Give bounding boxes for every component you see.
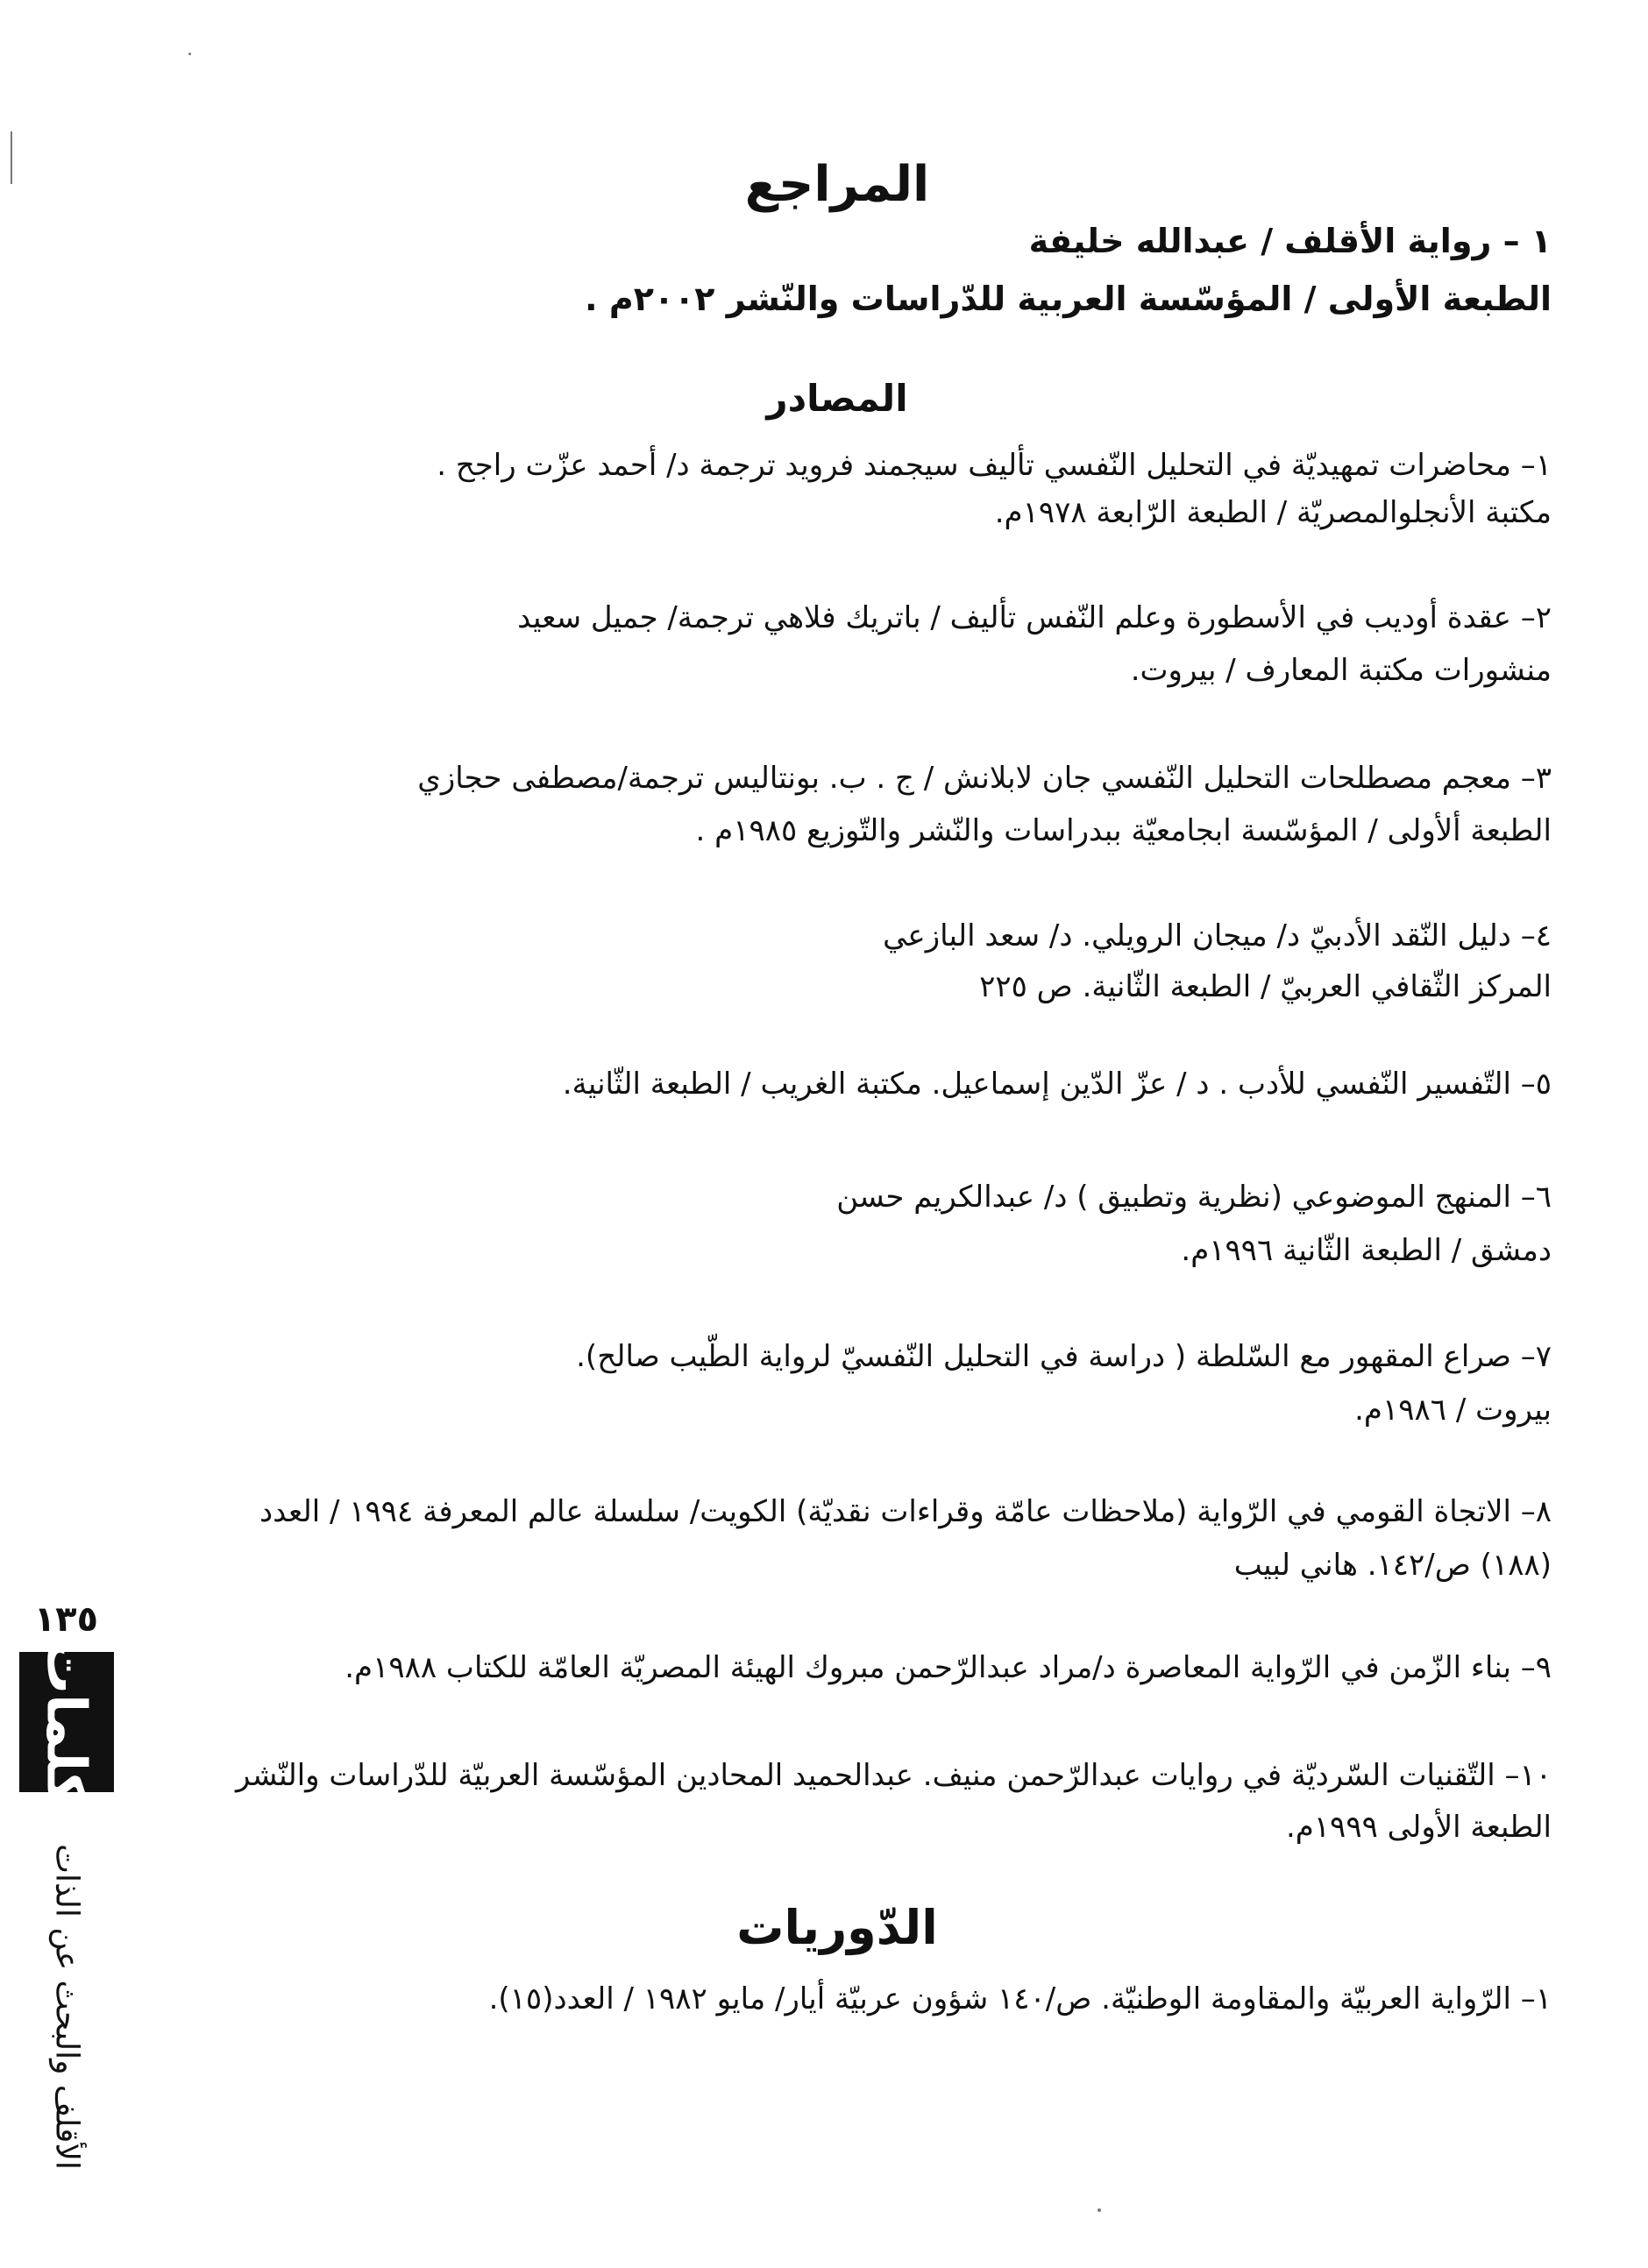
sources-heading: المصادر [766, 377, 908, 420]
source-3-line-1: ٣– معجم مصطلحات التحليل النّفسي جان لابلانش / ج . ب. بونتاليس ترجمة/مصطفى حجازي [417, 761, 1552, 796]
source-8-line-2: (١٨٨) ص/١٤٢. هاني لبيب [1233, 1548, 1552, 1583]
source-2-line-1: ٢– عقدة أوديب في الأسطورة وعلم النّفس تأليف / باتريك فلاهي ترجمة/ جميل سعيد [517, 600, 1552, 635]
source-6-line-2: دمشق / الطبعة الثّانية ١٩٩٦م. [1181, 1233, 1552, 1268]
source-7-line-2: بيروت / ١٩٨٦م. [1354, 1393, 1552, 1428]
scan-speck [188, 53, 191, 55]
source-4-line-1: ٤– دليل النّقد الأدبيّ د/ ميجان الرويلي. د/ سعد البازعي [883, 918, 1552, 953]
reference-1-line-2: الطبعة الأولى / المؤسّسة العربية للدّراسات والنّشر ٢٠٠٢م . [585, 280, 1552, 318]
section-tab [19, 1639, 114, 1805]
reference-1-line-1: ١ – رواية الأقلف / عبدالله خليفة [1028, 222, 1552, 260]
source-10-line-1: ١٠– التّقنيات السّرديّة في روايات عبدالرّحمن منيف. عبدالحميد المحادين المؤسّسة العربيّة للدّراسات والنّشر [236, 1758, 1552, 1793]
source-10-line-2: الطبعة الأولى ١٩٩٩م. [1285, 1810, 1552, 1845]
periodical-1-line-1: ١– الرّواية العربيّة والمقاومة الوطنيّة. ص/١٤٠ شؤون عربيّة أيار/ مايو ١٩٨٢ / العدد(١٥). [488, 1981, 1552, 2016]
source-3-line-2: الطبعة ألأولى / المؤسّسة ابجامعيّة ببدراسات والنّشر والتّوزيع ١٩٨٥م . [695, 813, 1552, 848]
source-6-line-1: ٦– المنهج الموضوعي (نظرية وتطبيق ) د/ عبدالكريم حسن [836, 1180, 1552, 1215]
references-heading: المراجع [744, 156, 930, 213]
periodicals-heading: الدّوريات [736, 1900, 938, 1955]
source-8-line-1: ٨– الاتجاة القومي في الرّواية (ملاحظات عامّة وقراءات نقديّة) الكويت/ سلسلة عالم المعرفة ١٩٩٤ / العدد [259, 1494, 1552, 1529]
scan-speck [1097, 2208, 1101, 2212]
source-1-line-1: ١– محاضرات تمهيديّة في التحليل النّفسي تأليف سيجمند فرويد ترجمة د/ أحمد عزّت راجح . [437, 448, 1552, 483]
source-2-line-2: منشورات مكتبة المعارف / بيروت. [1130, 653, 1552, 688]
section-tab-label: كلمات [34, 1639, 99, 1805]
source-4-line-2: المركز الثّقافي العربيّ / الطبعة الثّانية. ص ٢٢٥ [979, 969, 1552, 1004]
page-number: ١٣٥ [33, 1599, 98, 1640]
source-1-line-2: مكتبة الأنجلوالمصريّة / الطبعة الرّابعة ١٩٧٨م. [994, 495, 1552, 530]
source-7-line-1: ٧– صراع المقهور مع السّلطة ( دراسة في التحليل النّفسيّ لرواية الطّيب صالح). [576, 1339, 1552, 1374]
source-5-line-1: ٥– التّفسير النّفسي للأدب . د / عزّ الدّين إسماعيل. مكتبة الغريب / الطبعة الثّانية. [562, 1067, 1552, 1102]
book-title-caption: الأقلف والبحث عن الذات [48, 1844, 85, 2170]
book-title-caption-wrap [32, 1797, 102, 2217]
source-9-line-1: ٩– بناء الزّمن في الرّواية المعاصرة د/مراد عبدالرّحمن مبروك الهيئة المصريّة العامّة للكتاب ١٩٨٨م. [345, 1650, 1552, 1685]
